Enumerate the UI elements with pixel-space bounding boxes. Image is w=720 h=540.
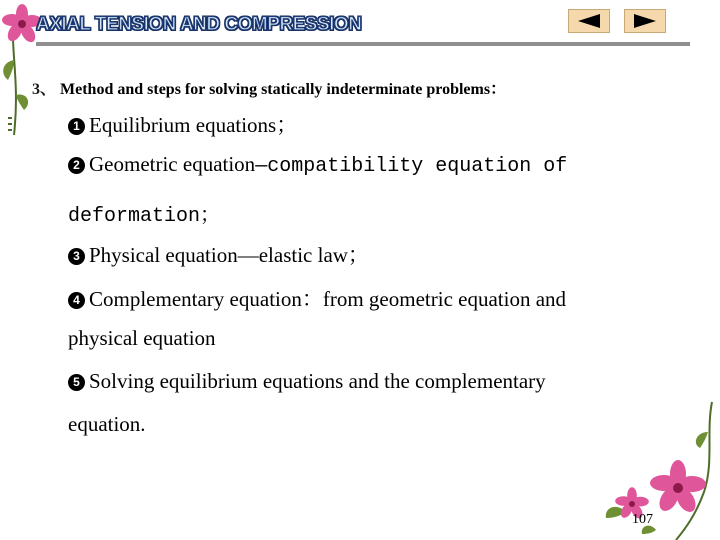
list-item (68, 109, 297, 139)
list-item-continuation: physical equation (68, 326, 216, 350)
bullet-number: 2 (68, 157, 85, 174)
list-item (68, 283, 566, 313)
list-item-text: Complementary equation：from geometric equation and (89, 287, 567, 311)
section-number: 3、 (32, 81, 57, 98)
slide-title: AXIAL TENSION AND COMPRESSION (36, 14, 362, 35)
list-item-text: Equilibrium equations； (89, 113, 298, 137)
bullet-number: 4 (68, 292, 85, 309)
left-triangle-icon (576, 13, 602, 29)
list-item-text: Physical equation—elastic law； (89, 243, 369, 267)
list-item (68, 369, 546, 394)
floral-decoration-bottom-right-icon (596, 392, 720, 540)
list-item (68, 239, 369, 269)
previous-slide-button[interactable] (568, 9, 610, 33)
header-divider (36, 42, 690, 46)
page-number: 107 (632, 512, 653, 527)
next-slide-button[interactable] (624, 9, 666, 33)
list-item-text-mono: —compatibility equation of (255, 155, 568, 178)
list-item-continuation: deformation； (68, 205, 221, 228)
list-item-text: Geometric equation (89, 152, 256, 176)
section-heading (32, 76, 506, 99)
bullet-number: 1 (68, 118, 85, 135)
list-item (68, 152, 567, 178)
section-heading-text: Method and steps for solving statically indeterminate problems： (60, 81, 507, 98)
list-item-continuation: equation. (68, 412, 146, 436)
right-triangle-icon (632, 13, 658, 29)
bullet-number: 5 (68, 374, 85, 391)
bullet-number: 3 (68, 248, 85, 265)
list-item-text: Solving equilibrium equations and the complementary (89, 369, 546, 393)
